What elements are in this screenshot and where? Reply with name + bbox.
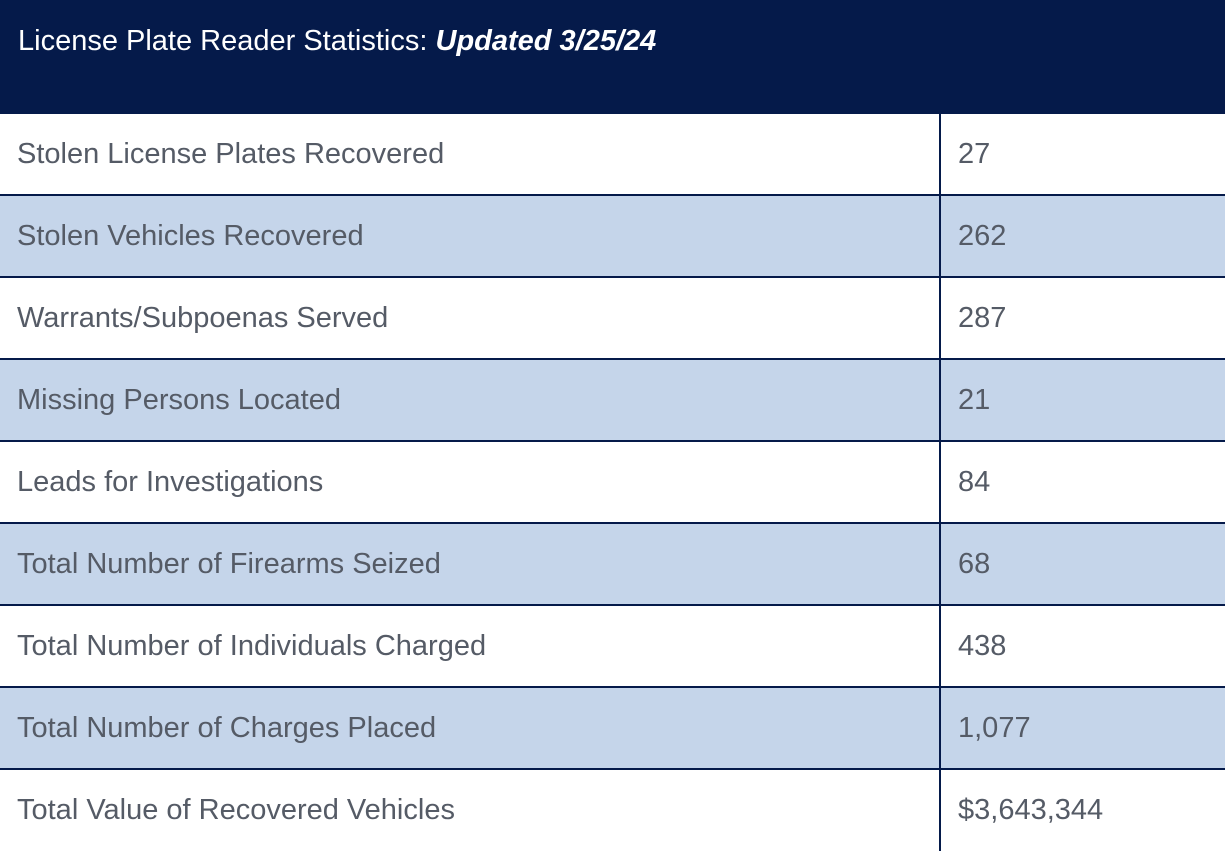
stat-value: 438: [940, 605, 1225, 687]
stat-value: 287: [940, 277, 1225, 359]
table-header-row: [0, 0, 1225, 113]
table-row: [0, 687, 1225, 769]
stat-label: Leads for Investigations: [0, 441, 940, 523]
stat-value: 27: [940, 113, 1225, 195]
stat-label: Stolen Vehicles Recovered: [0, 195, 940, 277]
stat-value: 262: [940, 195, 1225, 277]
table-row: [0, 523, 1225, 605]
stat-value: $3,643,344: [940, 769, 1225, 851]
table-title-text: License Plate Reader Statistics:: [18, 25, 428, 57]
stat-label: Total Number of Charges Placed: [0, 687, 940, 769]
stat-value: 21: [940, 359, 1225, 441]
stat-value: 68: [940, 523, 1225, 605]
stat-label: Total Number of Firearms Seized: [0, 523, 940, 605]
table-row: [0, 359, 1225, 441]
table-row: [0, 605, 1225, 687]
stat-label: Stolen License Plates Recovered: [0, 113, 940, 195]
table-row: [0, 195, 1225, 277]
table-row: [0, 277, 1225, 359]
table-row: [0, 113, 1225, 195]
table-updated-date: Updated 3/25/24: [435, 25, 657, 57]
stat-label: Total Number of Individuals Charged: [0, 605, 940, 687]
table-title: [0, 0, 1225, 113]
stat-label: Warrants/Subpoenas Served: [0, 277, 940, 359]
stat-value: 1,077: [940, 687, 1225, 769]
stat-label: Total Value of Recovered Vehicles: [0, 769, 940, 851]
table-row: [0, 769, 1225, 851]
stat-value: 84: [940, 441, 1225, 523]
stat-label: Missing Persons Located: [0, 359, 940, 441]
table-row: [0, 441, 1225, 523]
